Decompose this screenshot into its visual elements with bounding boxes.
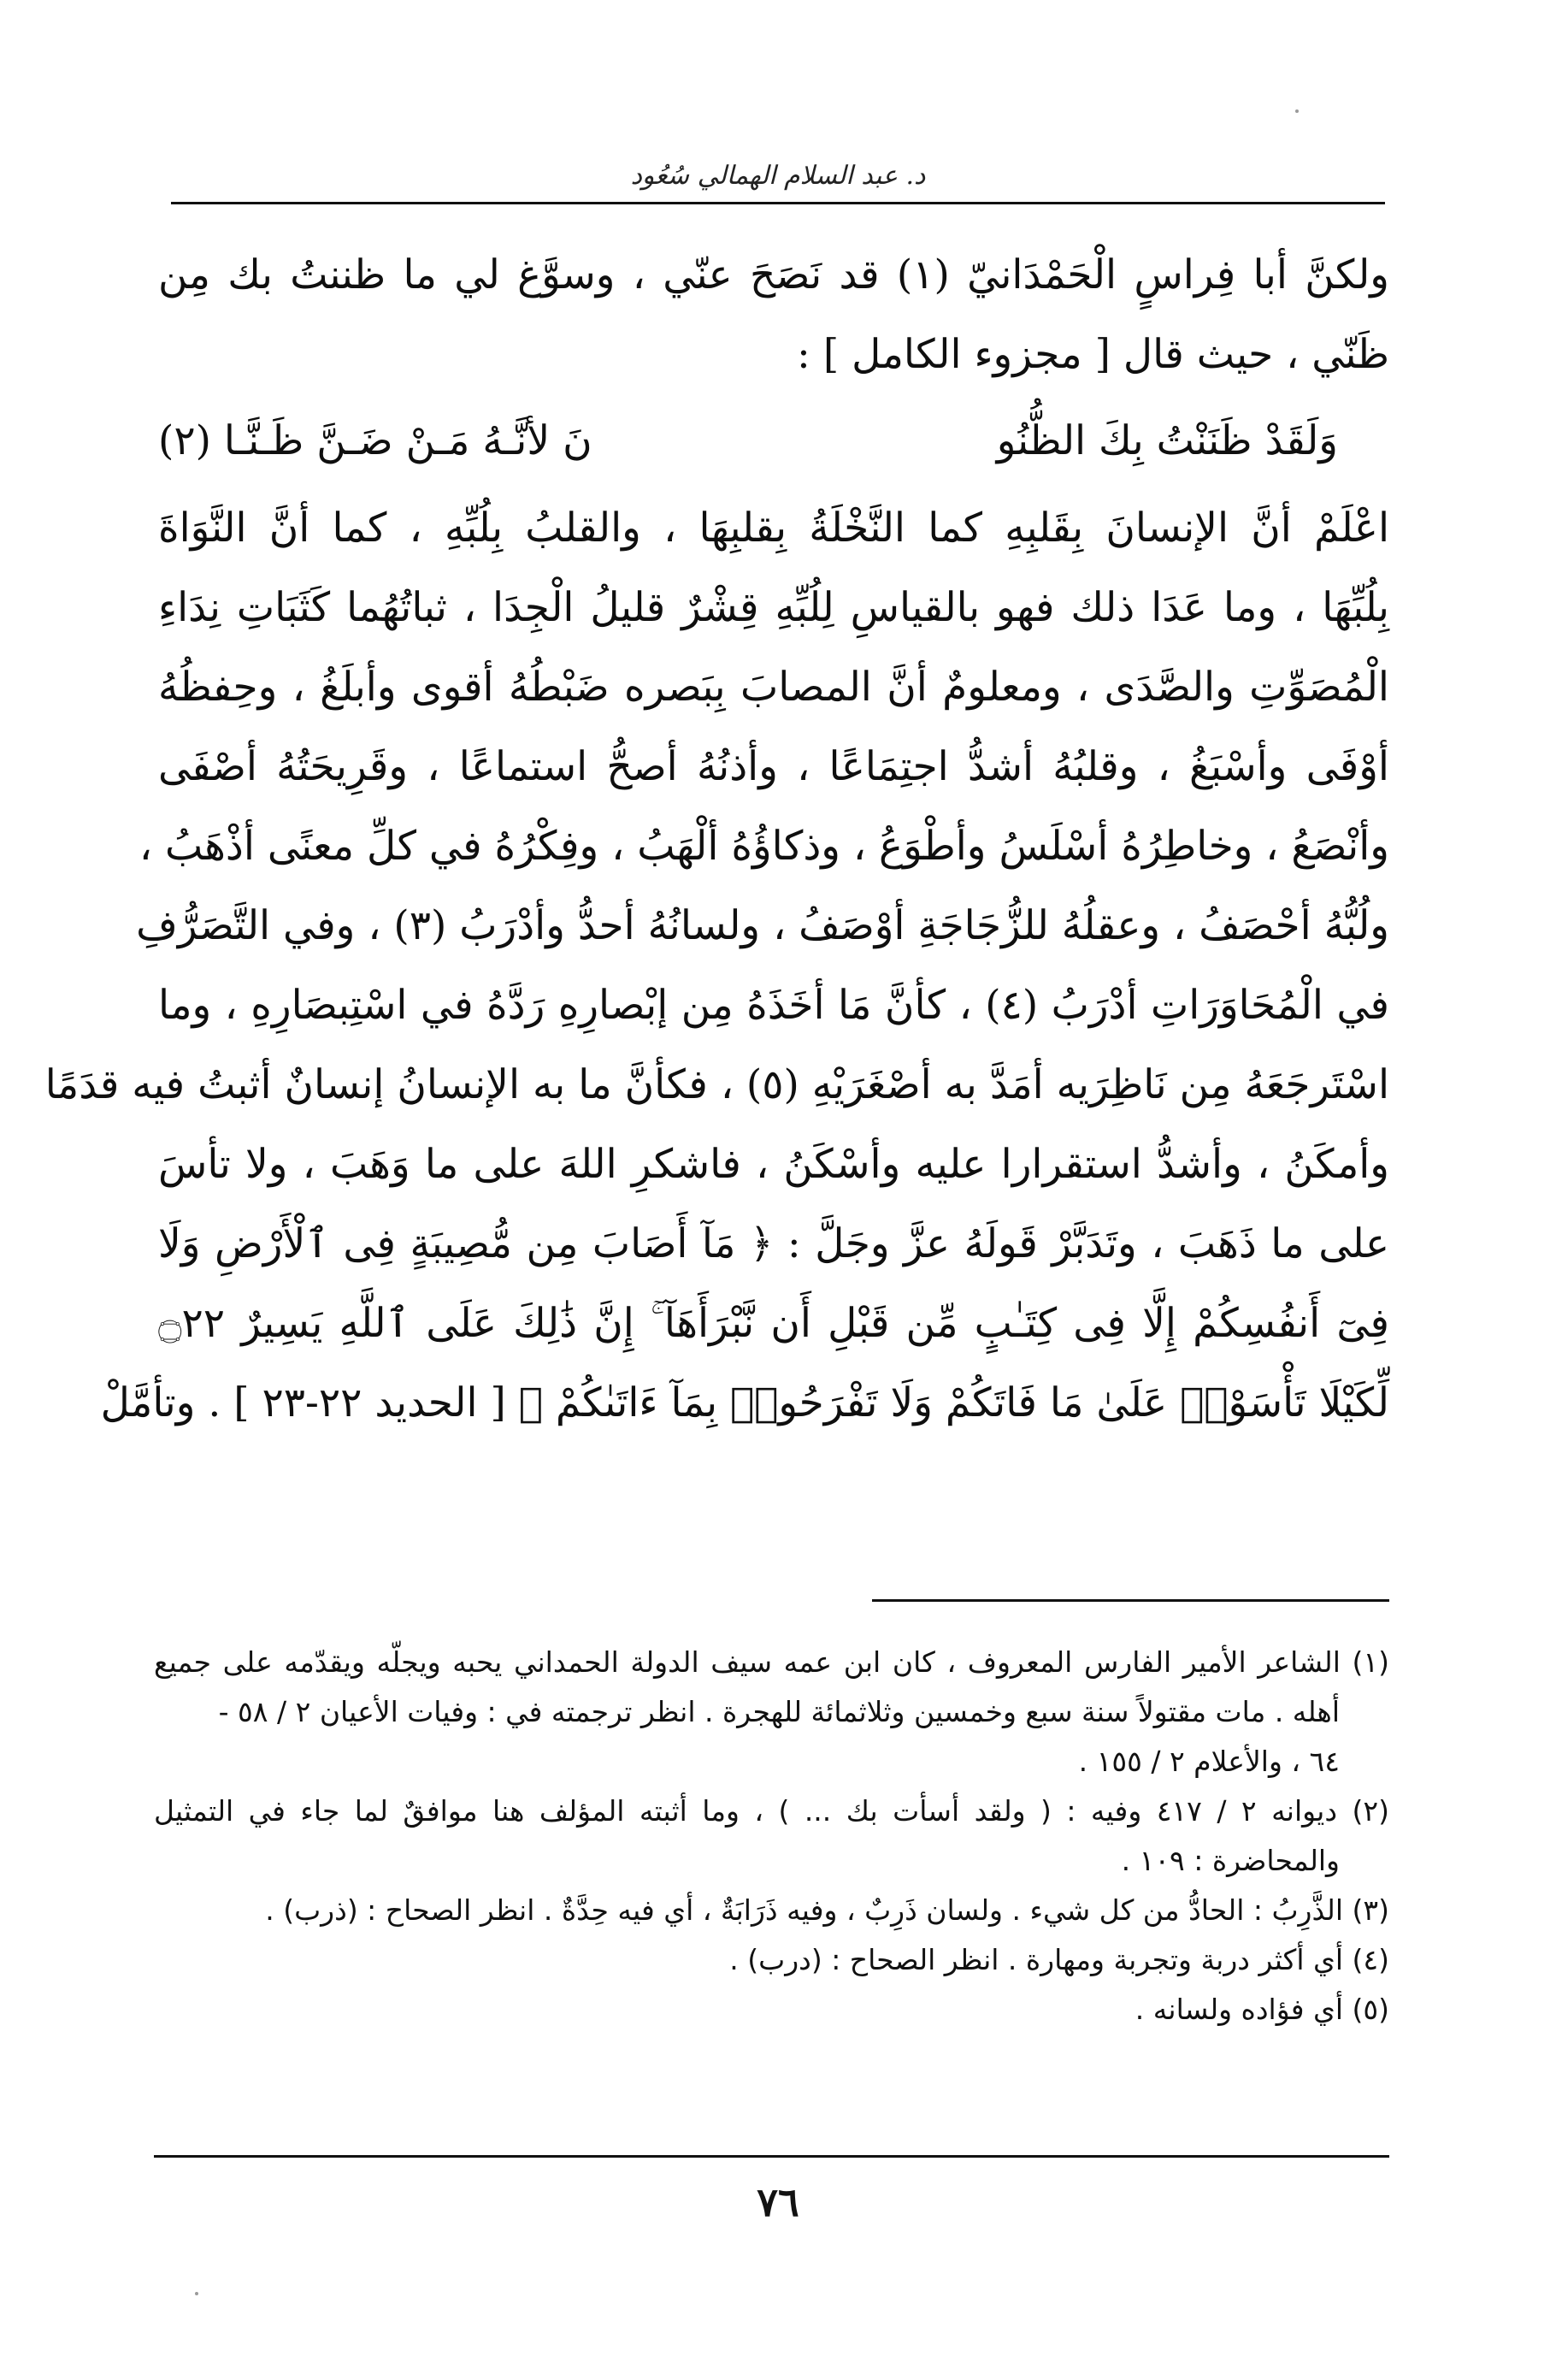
intro-line-1: ولكنَّ أبا فِراسٍ الْحَمْدَانيّ (١) قد نَصَحَ عنّي ، وسوَّغ لي ما ظننتُ بك مِن xyxy=(158,251,1389,298)
paragraph-line: أوْفَى وأسْبَغُ ، وقلبُهُ أشدُّ اجتِمَاعًا ، وأذنُهُ أصحُّ استماعًا ، وقَرِيحَتُهُ أصْفَى xyxy=(158,743,1389,790)
footnote-1-line-3: ٦٤ ، والأعلام ٢ / ١٥٥ . xyxy=(1078,1745,1340,1778)
footnote-2-line-1: (٢) ديوانه ٢ / ٤١٧ وفيه : ( ولقد أسأت بك ... ) ، وما أثبته المؤلف هنا موافقٌ لما جاء في التمثيل xyxy=(154,1794,1389,1828)
paragraph-line: على ما ذَهَبَ ، وتَدَبَّرْ قَولَهُ عزَّ وجَلَّ : ﴿ مَآ أَصَابَ مِن مُّصِيبَةٍ فِى ٱلْأَرْضِ وَلَا xyxy=(158,1220,1389,1267)
footnote-4: (٤) أي أكثر دربة وتجربة ومهارة . انظر الصحاح : (درب) . xyxy=(729,1943,1389,1976)
scan-speck xyxy=(1295,109,1299,113)
poetry-verse xyxy=(158,394,1389,488)
header-divider xyxy=(171,202,1385,204)
paragraph-line: اسْتَرجَعَهُ مِن نَاظِرَيه أمَدَّ به أصْغَرَيْهِ (٥) ، فكأنَّ ما به الإنسانُ إنسانٌ أثبتُ فيه قدَمًا xyxy=(44,1061,1389,1108)
footnote-separator xyxy=(872,1599,1389,1602)
intro-line-2: ظَنّي ، حيث قال [ مجزوء الكامل ] : xyxy=(797,331,1389,378)
footnote-5: (٥) أي فؤاده ولسانه . xyxy=(1135,1993,1389,2026)
paragraph-line: الْمُصَوِّتِ والصَّدَى ، ومعلومٌ أنَّ المصابَ بِبَصره ضَبْطُهُ أقوى وأبلَغُ ، وحِفظُهُ xyxy=(158,664,1389,711)
quran-quote-line: لِّكَيْلَا تَأْسَوْا۟ عَلَىٰ مَا فَاتَكُمْ وَلَا تَفْرَحُوا۟ بِمَآ ءَاتَىٰكُمْ ﴾ [ الحديد ٢٢-٢٣ ] . وتأمَّلْ xyxy=(100,1379,1389,1426)
paragraph-line: بِلُبِّهَا ، وما عَدَا ذلك فهو بالقياسِ لِلُبِّهِ قِشْرٌ قليلُ الْجِدَا ، ثباتُهُما كَثَبَاتِ نِدَاءِ xyxy=(158,584,1389,631)
footnote-3: (٣) الذَّرِبُ : الحادُّ من كل شيء . ولسان ذَرِبٌ ، وفيه ذَرَابَةٌ ، أي فيه حِدَّةٌ . انظر الصحاح : (ذرب) . xyxy=(265,1893,1389,1927)
paragraph-line: اعْلَمْ أنَّ الإنسانَ بِقَلبِهِ كما النَّخْلَةُ بِقلبِهَا ، والقلبُ بِلُبِّهِ ، كما أنَّ النَّوَاةَ xyxy=(158,505,1390,552)
bottom-divider xyxy=(154,2155,1389,2158)
scan-speck xyxy=(195,2292,198,2295)
footnote-1-line-1: (١) الشاعر الأمير الفارس المعروف ، كان ابن عمه سيف الدولة الحمداني يحبه ويجلّه ويقدّمه على جميع xyxy=(154,1645,1389,1679)
footnotes xyxy=(154,1638,1389,2035)
paragraph-line: وأمكَنُ ، وأشدُّ استقرارا عليه وأسْكَنُ ، فاشكرِ اللهَ على ما وَهَبَ ، ولا تأسَ xyxy=(158,1141,1389,1188)
quran-quote-line: فِىٓ أَنفُسِكُمْ إِلَّا فِى كِتَـٰبٍ مِّن قَبْلِ أَن نَّبْرَأَهَآ ۚ إِنَّ ذَٰلِكَ عَلَى ٱللَّهِ يَسِيرٌ ۝٢٢ xyxy=(158,1300,1389,1347)
footnote-1-line-2: أهله . مات مقتولاً سنة سبع وخمسين وثلاثمائة للهجرة . انظر ترجمته في : وفيات الأعيان ٢ / ٥٨ - xyxy=(218,1695,1340,1728)
main-text xyxy=(44,235,1390,1443)
footnote-2-line-2: والمحاضرة : ١٠٩ . xyxy=(1121,1844,1340,1877)
running-header-author: د. عبد السلام الهمالي سُعُود xyxy=(630,161,926,191)
paragraph-line: في الْمُحَاوَرَاتِ أدْرَبُ (٤) ، كأنَّ مَا أخَذَهُ مِن إبْصارِهِ رَدَّهُ في اسْتِبصَارِهِ ، وما xyxy=(158,982,1389,1029)
verse-first-hemistich: وَلَقَدْ ظَنَنْتُ بِكَ الظُّنُو xyxy=(996,417,1338,464)
page-number: ٧٦ xyxy=(757,2179,799,2225)
paragraph-line: وأنْصَعُ ، وخاطِرُهُ أسْلَسُ وأطْوَعُ ، وذكاؤُهُ ألْهَبُ ، وفِكْرُهُ في كلِّ معنًى أذْهَبُ ، xyxy=(139,823,1389,870)
paragraph-line: ولُبُّهُ أحْصَفُ ، وعقلُهُ للزُّجَاجَةِ أوْصَفُ ، ولسانُهُ أحدُّ وأدْرَبُ (٣) ، وفي التَّصَرُّفِ xyxy=(136,902,1389,949)
verse-second-hemistich: نَ لأنَّـهُ مَـنْ ضَـنَّ ظَـنَّـا (٢) xyxy=(158,417,592,464)
